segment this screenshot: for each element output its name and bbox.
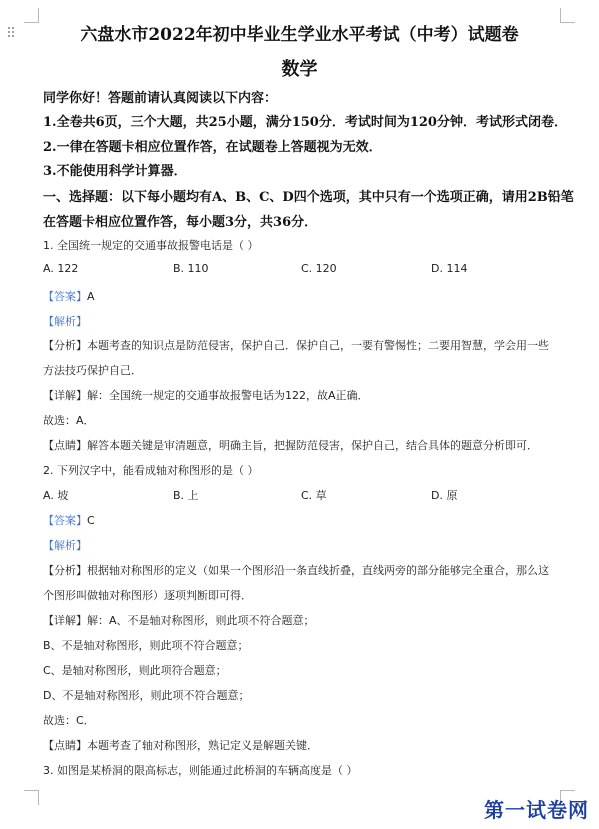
option-a: A. 坡 (43, 489, 69, 502)
option-b: B. 上 (173, 489, 199, 502)
xiangjie-text: 解：A、不是轴对称图形，则此项不符合题意； (87, 614, 315, 627)
xiangjie-text: 解：全国统一规定的交通事故报警电话为122，故A正确． (87, 389, 369, 402)
instruction-intro: 同学你好！答题前请认真阅读以下内容： (43, 91, 278, 106)
analysis-tag: 【解析】 (43, 315, 87, 328)
answer-value: A (87, 290, 95, 303)
fenxi-line-cont: 个图形叫做轴对称图形）逐项判断即可得． (43, 589, 252, 602)
dianjing-tag: 【点睛】 (43, 739, 87, 752)
option-c: C. 草 (301, 489, 327, 502)
fenxi-line (43, 337, 563, 353)
answer-line (43, 512, 563, 528)
dianjing-line (43, 437, 563, 453)
fenxi-line-cont: 方法技巧保护自己． (43, 364, 142, 377)
option-c: C. 120 (301, 262, 337, 275)
option-a: A. 122 (43, 262, 79, 275)
option-b: B. 110 (173, 262, 209, 275)
dianjing-text: 本题考查了轴对称图形，熟记定义是解题关键． (87, 739, 318, 752)
fenxi-tag: 【分析】 (43, 564, 87, 577)
xiangjie-line (43, 612, 563, 628)
answer-tag: 【答案】 (43, 514, 87, 527)
solution-line-c: C、是轴对称图形，则此项符合题意； (43, 664, 227, 677)
instruction-item: 2.一律在答题卡相应位置作答，在试题卷上答题视为无效． (43, 140, 382, 155)
conclusion-line: 故选：A． (43, 414, 95, 427)
fenxi-line (43, 562, 563, 578)
subject-title: 数学 (281, 59, 318, 80)
site-logo: 第一试卷网 (484, 798, 589, 822)
page-corner-mark (24, 790, 39, 805)
analysis-tag: 【解析】 (43, 539, 87, 552)
dianjing-line (43, 737, 563, 753)
question-3-stem: 3. 如图是某桥洞的限高标志，则能通过此桥洞的车辆高度是（ ） (43, 764, 358, 777)
solution-line-d: D、不是轴对称图形，则此项不符合题意； (43, 689, 250, 702)
instruction-item: 3.不能使用科学计算器． (43, 164, 187, 179)
option-d: D. 原 (431, 489, 458, 502)
section-heading-cont: 在答题卡相应位置作答，每小题3分，共36分． (43, 215, 318, 230)
fenxi-text: 本题考查的知识点是防范侵害，保护自己．保护自己，一要有警惕性；二要用智慧，学会用一些 (87, 339, 549, 352)
fenxi-text: 根据轴对称图形的定义（如果一个图形沿一条直线折叠，直线两旁的部分能够完全重合，那么这 (87, 564, 549, 577)
option-d: D. 114 (431, 262, 468, 275)
answer-value: C (87, 514, 95, 527)
xiangjie-tag: 【详解】 (43, 614, 87, 627)
solution-line-b: B、不是轴对称图形，则此项不符合题意； (43, 639, 249, 652)
dianjing-text: 解答本题关键是审清题意，明确主旨，把握防范侵害，保护自己，结合具体的题意分析即可． (87, 439, 538, 452)
instruction-item: 1.全卷共6页，三个大题，共25小题，满分150分．考试时间为120分钟．考试形式闭卷． (43, 115, 567, 130)
xiangjie-line (43, 387, 563, 403)
fenxi-tag: 【分析】 (43, 339, 87, 352)
answer-line (43, 288, 563, 304)
question-1-stem: 1. 全国统一规定的交通事故报警电话是（ ） (43, 239, 259, 252)
section-heading: 一、选择题：以下每小题均有A、B、C、D四个选项，其中只有一个选项正确，请用2B铅笔 (43, 190, 574, 205)
question-2-stem: 2. 下列汉字中，能看成轴对称图形的是（ ） (43, 464, 259, 477)
conclusion-line: 故选：C． (43, 714, 95, 727)
dianjing-tag: 【点睛】 (43, 439, 87, 452)
xiangjie-tag: 【详解】 (43, 389, 87, 402)
answer-tag: 【答案】 (43, 290, 87, 303)
page-title: 六盘水市2022年初中毕业生学业水平考试（中考）试题卷 (80, 25, 519, 45)
